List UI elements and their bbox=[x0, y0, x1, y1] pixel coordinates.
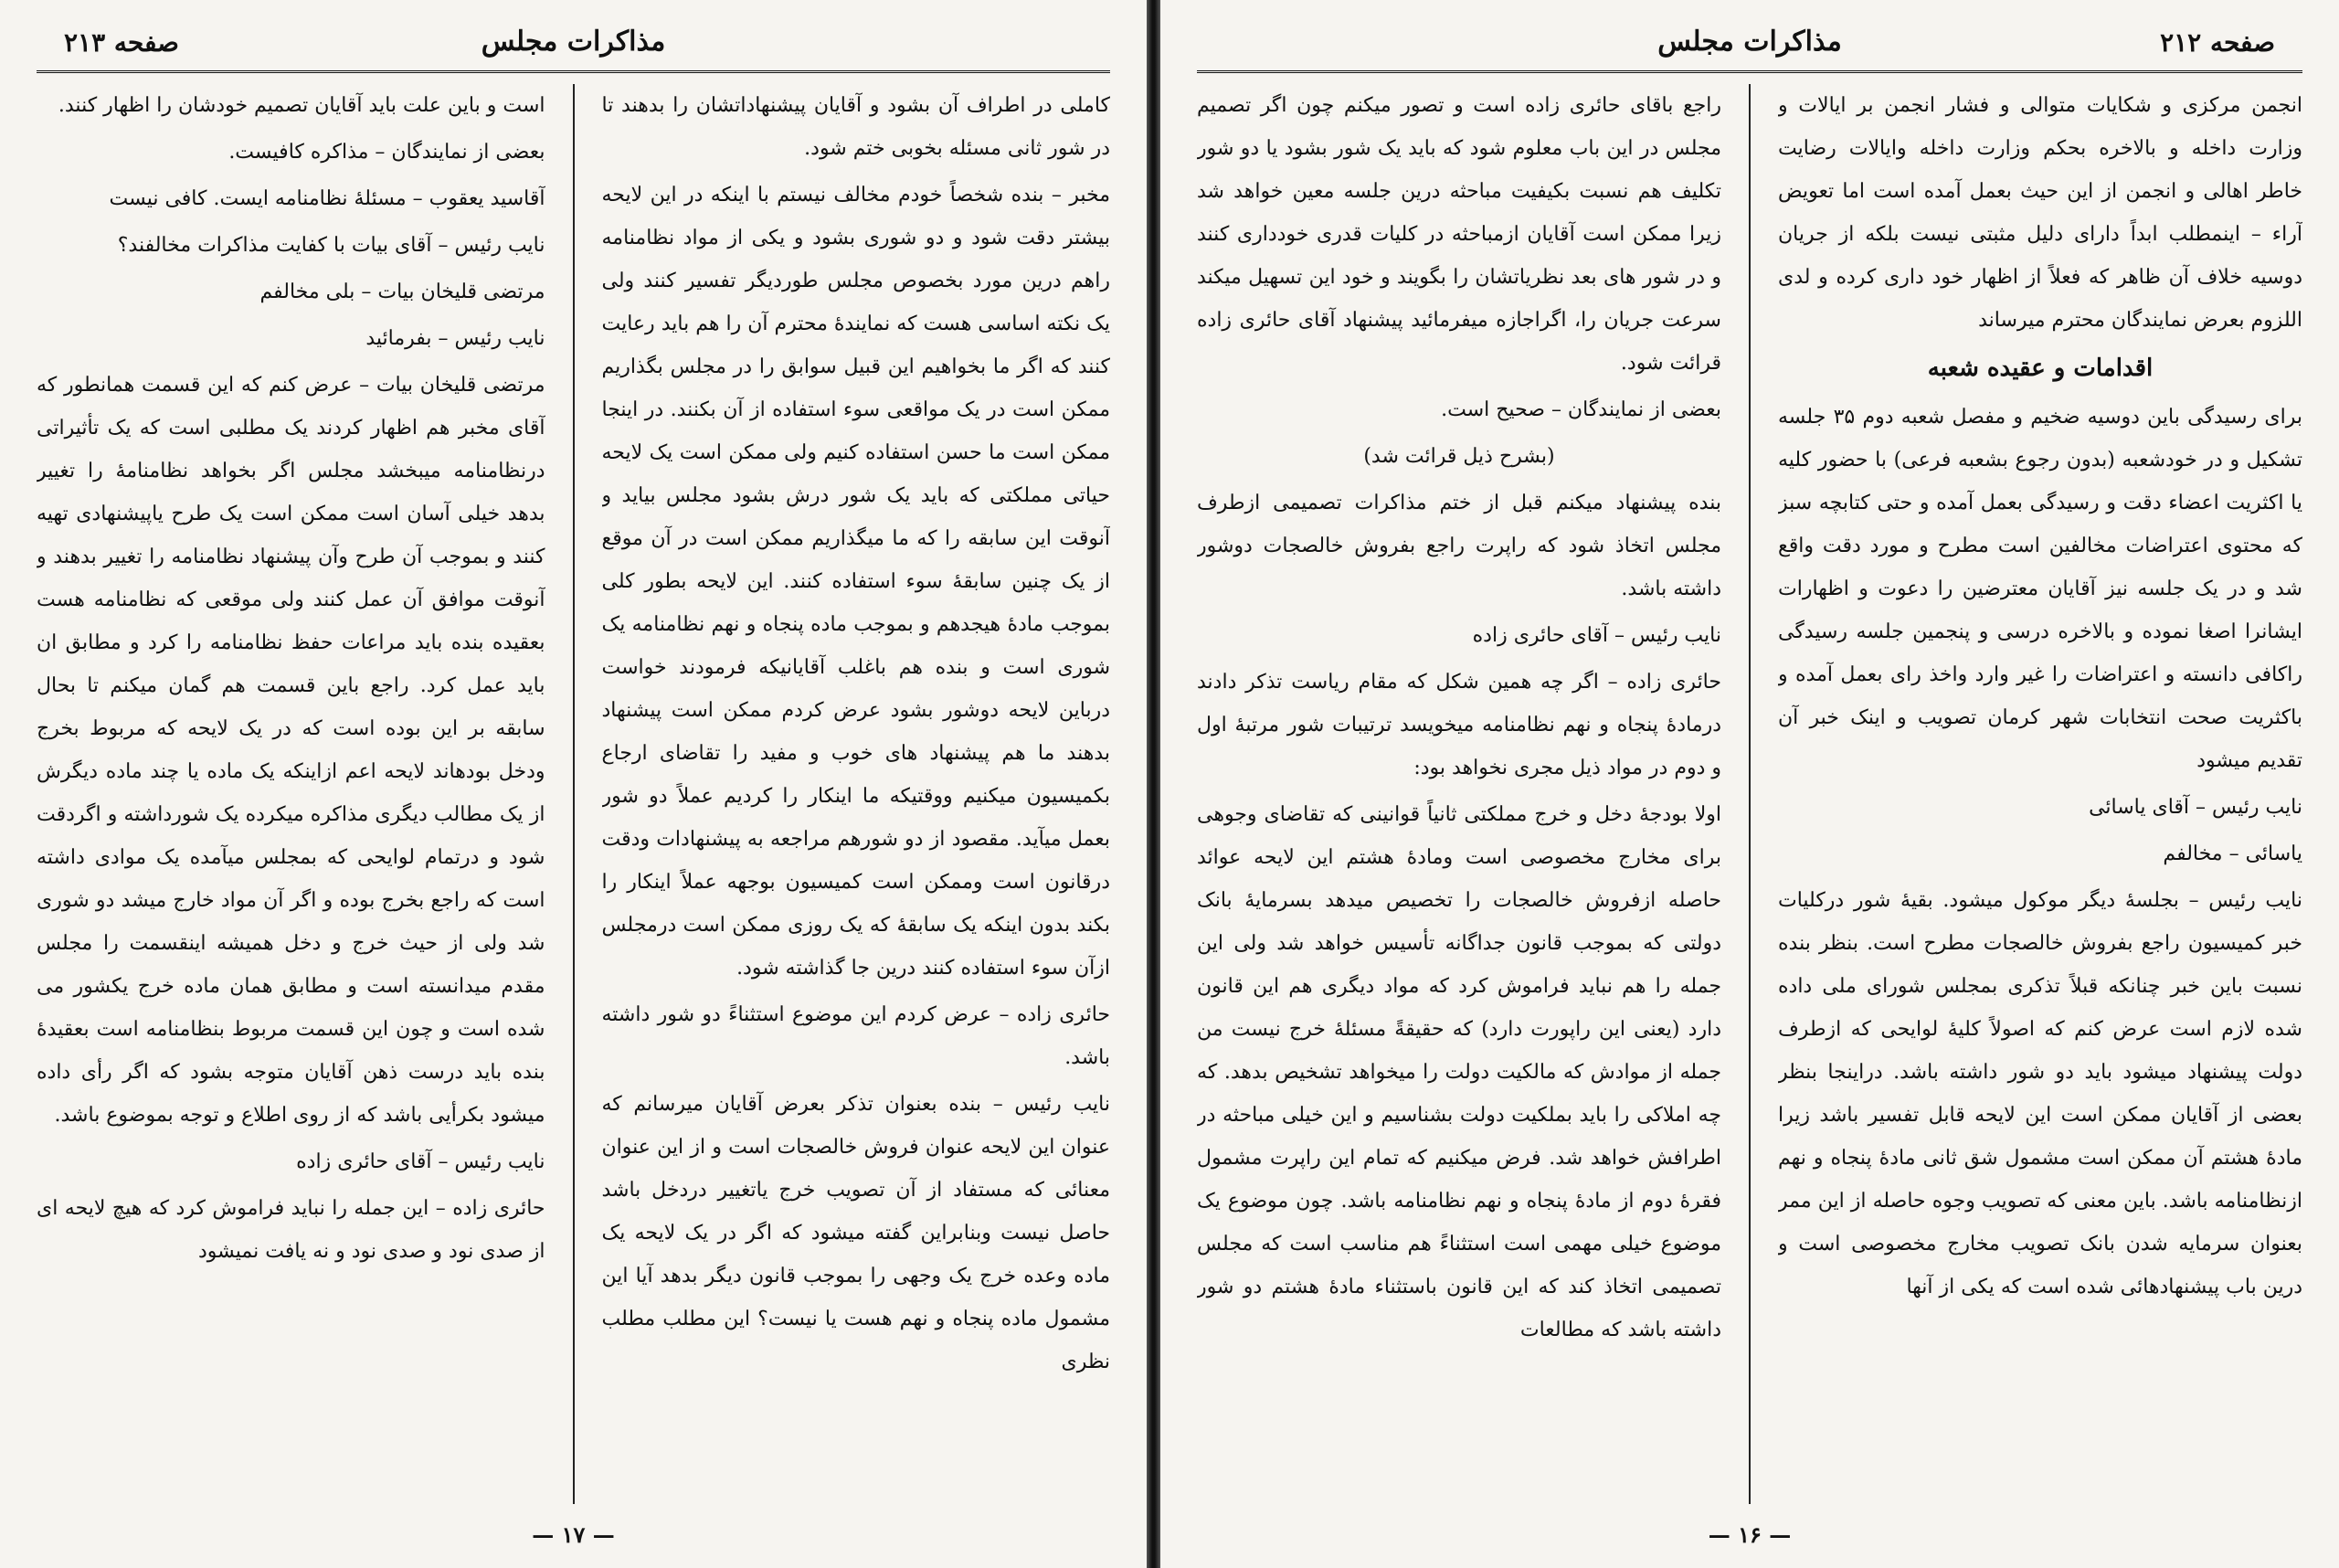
left-page bbox=[0, 0, 1147, 1568]
column-divider bbox=[573, 84, 575, 1504]
book-gutter bbox=[1147, 0, 1160, 1568]
left-page-column-left bbox=[37, 84, 545, 1504]
right-page-column-left bbox=[1197, 84, 1721, 1504]
speaker-paragraph: حائری زاده – عرض کردم این موضوع استثناءً دو شور داشته باشد. bbox=[601, 1003, 1110, 1069]
right-page-columns bbox=[1197, 84, 2302, 1504]
speaker-paragraph: مرتضی قلیخان بیات – عرض کنم که این قسمت همانطور که آقای مخبر هم اظهار کردند یک مطلبی است که یک تأثیراتی درنظامنامه میبخشد مجلس اگر بخواهد نظامنامهٔ را تغییر بدهد خیلی آسان است ممکن است یک طرح یاپیشنهادی تهیه کنند و بموجب آن طرح وآن پیشنهاد نظامنامه را تغییر بدهند و آنوقت موافق آن عمل کنند ولی موقعی که نظامنامه هست بعقیده بنده باید مراعات حفظ نظامنامه را کرد و مطابق ان باید عمل کرد. راجع باین قسمت هم گمان میکنم تا بحال سابقه بر این بوده است که در یک لایحه که مربوط بخرج ودخل بودهاند لایحه اعم ازاینکه یک ماده یا چند ماده دیگرش از یک مطالب دیگری مذاکره میکرده یک شورداشته و اگردقت شود و درتمام لوایحی که بمجلس میآمده یک موادی داشته است که راجع بخرج بوده و اگر آن مواد خارج میشد دو شوری شد ولی از حیث خرج و دخل همیشه اینقسمت را مجلس مقدم میدانسته است و مطابق همان ماده خرج یکشور می شده است و چون این قسمت مربوط بنظامنامه است بعقیدهٔ بنده باید درست ذهن آقایان متوجه بشود که اگر رأی داده میشود بکرأیی باشد که از روی اطلاع و توجه بموضوع باشد. bbox=[37, 374, 545, 1127]
speaker-paragraph: نایب رئیس – بفرمائید bbox=[365, 327, 545, 350]
right-page bbox=[1160, 0, 2339, 1568]
speaker-paragraph: نایب رئیس – آقای بیات با کفایت مذاکرات مخالفند؟ bbox=[117, 234, 545, 257]
paragraph: راجع باقای حائری زاده است و تصور میکنم چون اگر تصمیم مجلس در این باب معلوم شود که باید یک شور بشود یا دو شور تکلیف هم نسبت بکیفیت مباحثه درین جلسه معین خواهد شد زیرا ممکن است آقایان ازمباحثه در کلیات قدری خودداری کنند و در شور های بعد نظریاتشان را بگویند و خود این تسهیل میکند سرعت جریان را، اگراجازه میفرمائید پیشنهاد آقای حائری زاده قرائت شود. bbox=[1197, 94, 1721, 375]
speaker-paragraph: حائری زاده – این جمله را نباید فراموش کرد که هیچ لایحه ای از صدی نود و صدی نود و نه یافت نمیشود bbox=[37, 1197, 545, 1263]
right-page-footer: — ۱۶ — bbox=[1708, 1521, 1792, 1548]
paragraph: است و باین علت باید آقایان تصمیم خودشان را اظهار کنند. bbox=[58, 94, 545, 117]
left-header-page-number: صفحه ۲۱۳ bbox=[64, 27, 179, 58]
right-page-header bbox=[1197, 20, 2302, 73]
speaker-paragraph: آقاسید یعقوب – مسئلهٔ نظامنامه ایست. کافی نیست bbox=[109, 187, 545, 210]
speaker-paragraph: مرتضی قلیخان بیات – بلی مخالفم bbox=[259, 281, 545, 303]
column-divider bbox=[1749, 84, 1751, 1504]
paragraph: کاملی در اطراف آن بشود و آقایان پیشنهاداتشان را بدهند تا در شور ثانی مسئله بخوبی ختم شود. bbox=[601, 94, 1110, 160]
right-header-title: مذاکرات مجلس bbox=[1657, 26, 1842, 58]
left-page-columns bbox=[37, 84, 1110, 1504]
speaker-paragraph: حائری زاده – اگر چه همین شکل که مقام ریاست تذکر دادند درمادهٔ پنجاه و نهم نظامنامه میخویسد ترتیبات شور مرتبهٔ اول و دوم در مواد ذیل مجری نخواهد بود: bbox=[1197, 671, 1721, 779]
speaker-paragraph: نایب رئیس – بجلسهٔ دیگر موکول میشود. بقیهٔ شور درکلیات خبر کمیسیون راجع بفروش خالصجات مطرح است. بنظر بنده نسبت باین خبر چنانکه قبلاً تذکری بمجلس شورای ملی داده شده لازم است عرض کنم که اصولاً کلیهٔ لوایحی که ازطرف دولت پیشنهاد میشود باید دو شور داشته باشد. دراینجا بنظر بعضی از آقایان ممکن است این لایحه قابل تفسیر باشد زیرا مادهٔ هشتم آن ممکن است مشمول شق ثانی مادهٔ پنجاه و نهم ازنظامنامه باشد. باین معنی که تصویب وجوه حاصله از این ممر بعنوان سرمایه شدن بانک تصویب مخارج مخصوصی است و درین باب پیشنهادهائی شده است که یکی از آنها bbox=[1778, 889, 2302, 1298]
left-header-title: مذاکرات مجلس bbox=[481, 26, 666, 58]
paragraph: انجمن مرکزی و شکایات متوالی و فشار انجمن بر ایالات و وزارت داخله و بالاخره بحکم وزارت داخله وایالات رضایت خاطر اهالی و انجمن از این حیث بعمل آمده است اما تعویض آراء – اینمطلب ابداً دارای دلیل مثبتی نیست بلکه از جریان دوسیه خلاف آن ظاهر که فعلاً از اظهار خود داری کرده و لدی اللزوم بعرض نمایندگان محترم میرساند bbox=[1778, 94, 2302, 332]
right-page-column-right bbox=[1778, 84, 2302, 1504]
paragraph: بعضی از نمایندگان – مذاکره کافیست. bbox=[228, 141, 545, 164]
paragraph: بنده پیشنهاد میکنم قبل از ختم مذاکرات تصمیمی ازطرف مجلس اتخاذ شود که راپرت راجع بفروش خالصجات دوشور داشته باشد. bbox=[1197, 492, 1721, 600]
paragraph: مخبر – بنده شخصاً خودم مخالف نیستم با اینکه در این لایحه بیشتر دقت شود و دو شوری بشود و یکی از مواد نظامنامه راهم درین مورد بخصوص مجلس طوردیگر تفسیر کنند ولی یک نکته اساسی هست که نمایندهٔ محترم آن را هم باید رعایت کنند که اگر ما بخواهیم این قبیل سوابق را در مجلس بگذاریم ممکن است در یک مواقعی سوء استفاده از آن بکنند. در اینجا ممکن است ما حسن استفاده کنیم ولی ممکن است یک لایحه حیاتی مملکتی که باید یک شور درش بشود مجلس بیاید و آنوقت این سابقه را که ما میگذاریم ممکن است در آن موقع از یک چنین سابقهٔ سوء استفاده کنند. این لایحه بطور کلی بموجب مادهٔ هیجدهم و بموجب ماده پنجاه و نهم نظامنامه یک شوری است و بنده هم باغلب آقایانیکه فرمودند خواست درباین لایحه دوشور بشود عرض کردم ممکن است پیشنهاد بدهند ما هم پیشنهاد های خوب و مفید را تقاضای ارجاع بکمیسیون میکنیم ووقتیکه ما اینکار را کردیم عملاً دو شور بعمل میآید. مقصود از دو شورهم مراجعه به پیشنهادات ودقت درقانون است وممکن است کمیسیون بوجهه عملاً اینکار را بکند بدون اینکه یک سابقهٔ که یک روزی ممکن است درمجلس ازآن سوء استفاده کنند درین جا گذاشته شود. bbox=[601, 184, 1110, 980]
right-header-page-number: صفحه ۲۱۲ bbox=[2160, 27, 2275, 58]
paragraph: (بشرح ذیل قرائت شد) bbox=[1363, 445, 1555, 468]
speaker-paragraph: نایب رئیس – آقای یاسائی bbox=[2089, 796, 2302, 819]
left-page-column-right bbox=[602, 84, 1111, 1504]
speaker-paragraph: نایب رئیس – بنده بعنوان تذکر بعرض آقایان میرسانم که عنوان این لایحه عنوان فروش خالصجات است و از این عنوان معنائی که مستفاد از آن تصویب خرج یاتغییر دردخل باشد حاصل نیست وبنابراین گفته میشود که اگر در یک لایحه یک ماده وعده خرج یک وجهی را بموجب قانون دیگر بدهد آیا این مشمول ماده پنجاه و نهم هست یا نیست؟ این مطلب مطلب نظری bbox=[601, 1093, 1110, 1373]
paragraph: برای رسیدگی باین دوسیه ضخیم و مفصل شعبه دوم ۳۵ جلسه تشکیل و در خودشعبه (بدون رجوع بشعبه فرعی) با حضور کلیه یا اکثریت اعضاء دقت و رسیدگی بعمل آمده و حتی کتابچه سبز که محتوی اعتراضات مخالفین است مطرح و مورد دقت واقع شد و در یک جلسه نیز آقایان معترضین را دعوت و اظهارات ایشانرا اصغا نموده و بالاخره درسی و پنجمین جلسه رسیدگی راکافی دانسته و اعتراضات را غیر وارد واخذ رای بعمل آمده و باکثریت صحت انتخابات شهر کرمان تصویب و اینک خبر آن تقدیم میشود bbox=[1778, 406, 2302, 772]
speaker-paragraph: نایب رئیس – آقای حائری زاده bbox=[296, 1150, 545, 1173]
left-page-footer: — ۱۷ — bbox=[532, 1521, 615, 1548]
section-heading: اقدامات و عقیده شعبه bbox=[1927, 355, 2154, 382]
speaker-paragraph: نایب رئیس – آقای حائری زاده bbox=[1472, 624, 1721, 647]
left-page-header bbox=[37, 20, 1110, 73]
paragraph: اولا بودجهٔ دخل و خرج مملکتی ثانیاً قوانینی که تقاضای وجوهی برای مخارج مخصوصی است ومادهٔ هشتم این لایحه عوائد حاصله ازفروش خالصجات را تخصیص میدهد بسرمایهٔ بانک دولتی که بموجب قانون جداگانه تأسیس خواهد شد ولی این جمله را هم نباید فراموش کرد که مواد دیگری هم این قانون دارد (یعنی این راپورت دارد) که حقیقةً مسئلهٔ خرج نیست من جمله از موادش که مالکیت دولت را میخواهد تشخیص بدهد. که چه املاکی را باید بملکیت دولت بشناسیم و این خیلی مباحثه در اطرافش خواهد شد. فرض میکنیم که تمام این راپرت مشمول فقرهٔ دوم از مادهٔ پنجاه و نهم نظامنامه باشد. چون موضوع یک موضوع خیلی مهمی است استثناءً هم مناسب است که مجلس تصمیمی اتخاذ کند که این قانون باستثناء مادهٔ هشتم دو شور داشته باشد که مطالعات bbox=[1197, 803, 1721, 1341]
paragraph: بعضی از نمایندگان – صحیح است. bbox=[1441, 398, 1721, 421]
speaker-paragraph: یاسائی – مخالفم bbox=[2163, 842, 2302, 865]
